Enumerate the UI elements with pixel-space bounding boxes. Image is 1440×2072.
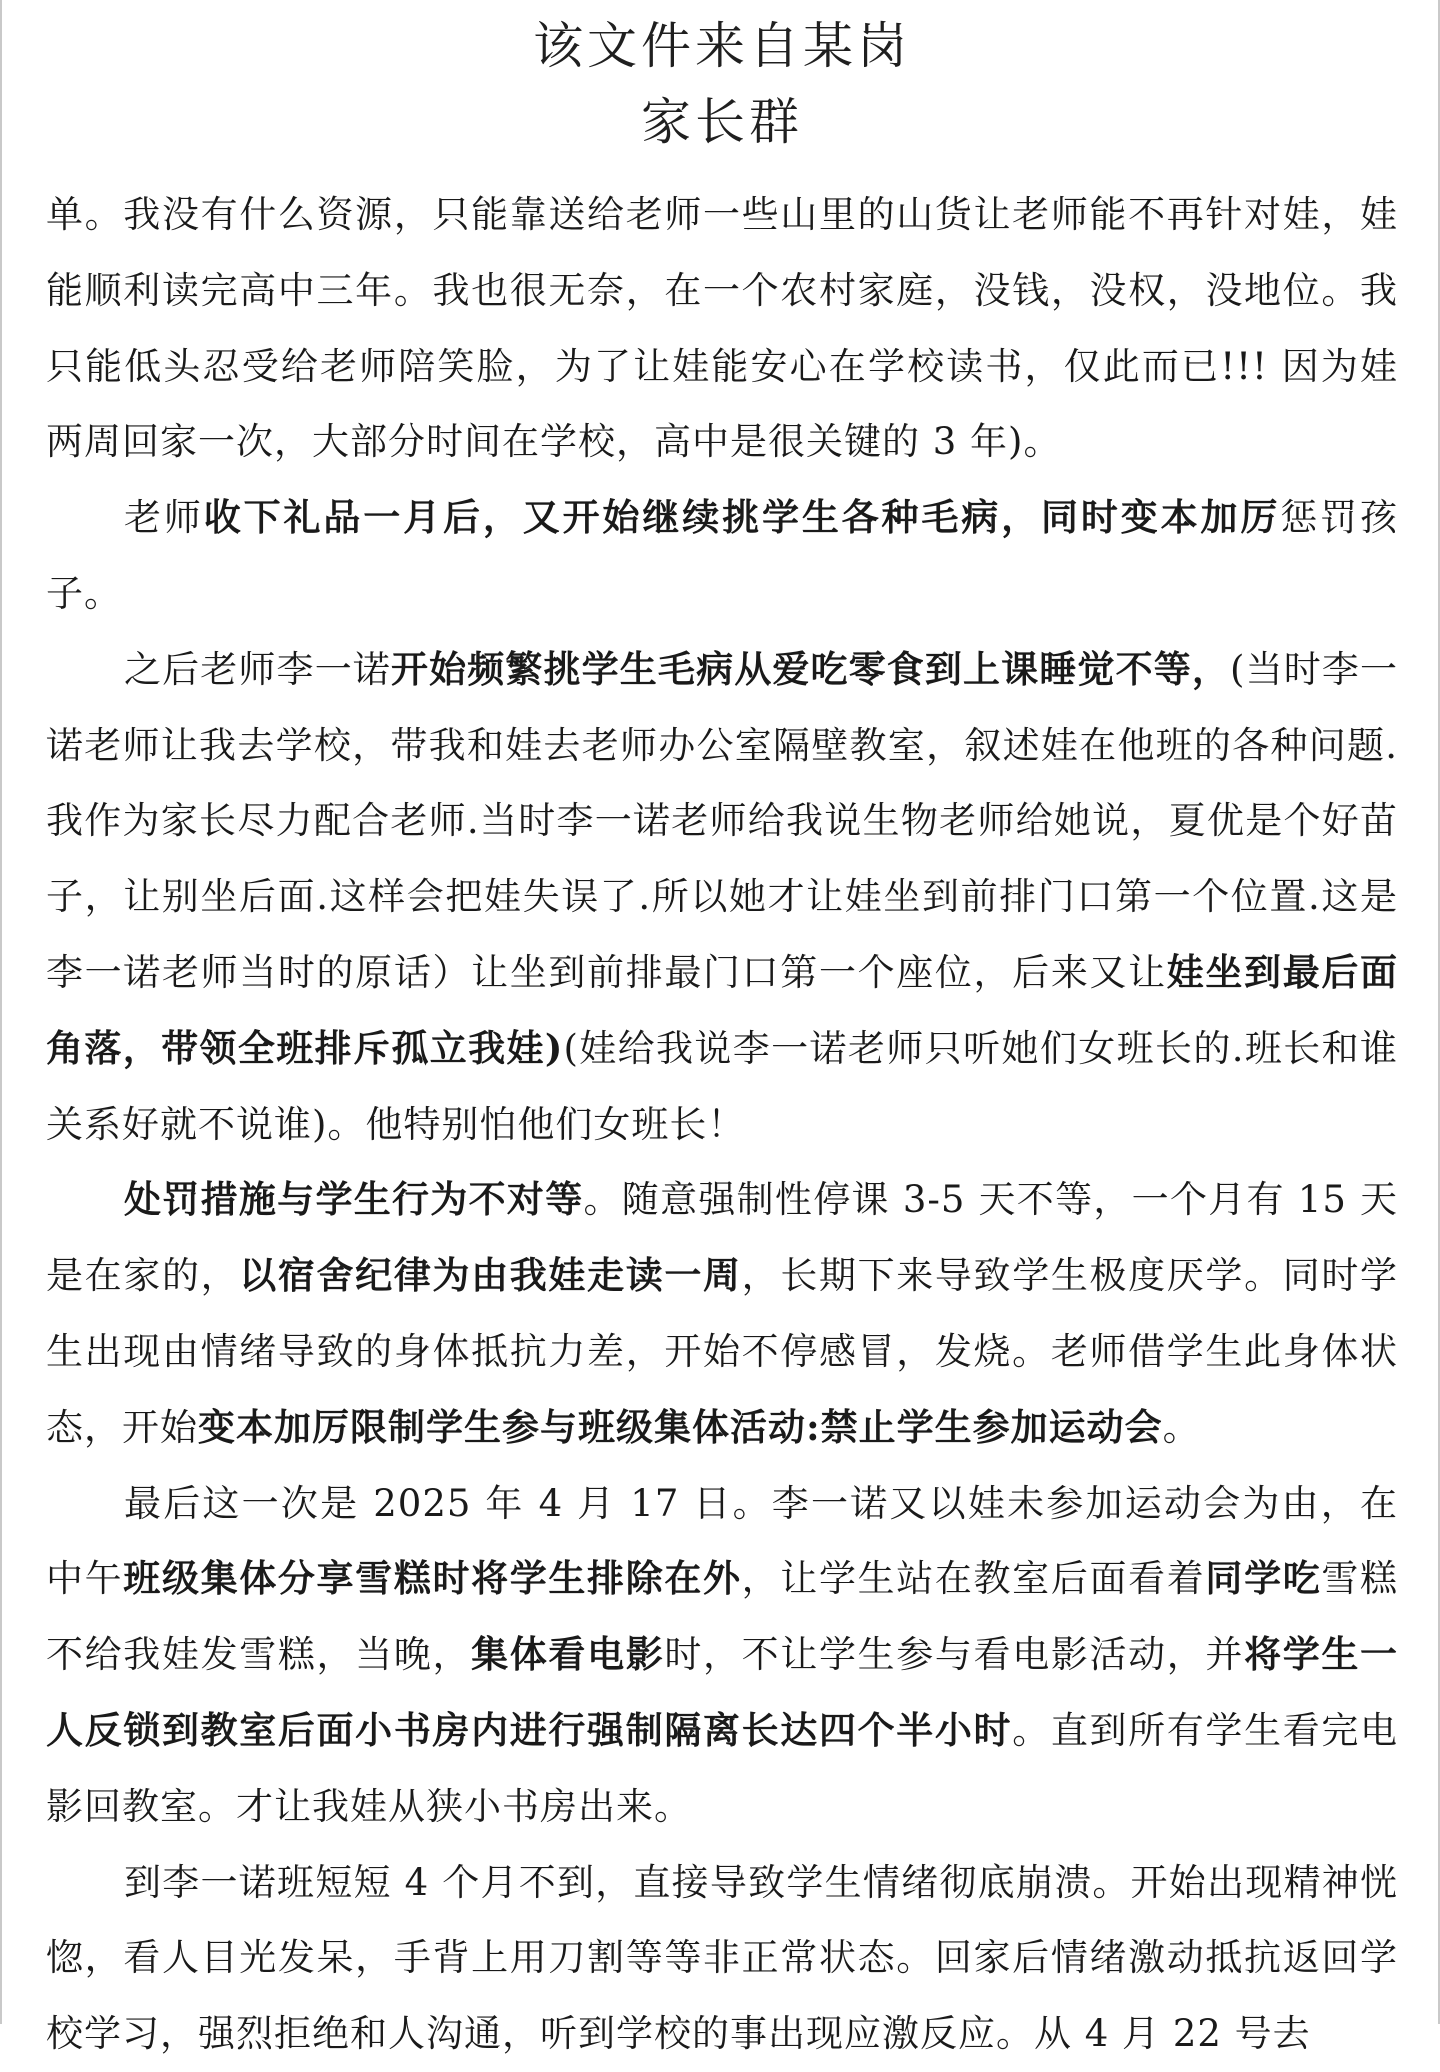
header-title-line-1: 该文件来自某岗 <box>533 17 911 75</box>
paragraph <box>46 632 1398 1163</box>
paragraph-text: 老师 <box>124 496 204 540</box>
paragraph-text: 最后这一次是 2025 年 4 月 17 日。李一诺又以娃未参加运动会为由，在中午 <box>46 1481 1398 1601</box>
paragraph-text: (娃给我说李一诺老师只听她们女班长的.班长和谁关系好就不说谁)。他特别怕他们女班长！ <box>46 1026 1398 1146</box>
document-body <box>46 177 1398 2072</box>
paragraph-text: 单。我没有什么资源，只能靠送给老师一些山里的山货让老师能不再针对娃，娃能顺利读完高中三年。我也很无奈，在一个农村家庭，没钱，没权，没地位。我只能低头忍受给老师陪笑脸，为了让娃能安心在学校读书，仅此而已!!! 因为娃两周回家一次，大部分时间在学校，高中是很关键的 3 年)。 <box>46 193 1398 464</box>
paragraph-text: 雪糕不给我娃发雪糕，当晚， <box>46 1557 1399 1677</box>
emphasized-text: 以宿舍纪律为由我娃走读一周 <box>239 1253 742 1298</box>
paragraph-text: (当时李一诺老师让我去学校，带我和娃去老师办公室隔壁教室，叙述娃在他班的各种问题.我作为家长尽力配合老师.当时李一诺老师给我说生物老师给她说，夏优是个好苗子，让别坐后面.这样会把娃失误了.所以她才让娃坐到前排门口第一个位置.这是李一诺老师当时的原话）让坐到前排最门口第一个座位，后来又让 <box>46 647 1399 994</box>
paragraph-text: ，让学生站在教室后面看着 <box>741 1557 1206 1601</box>
document-header <box>2 8 1440 160</box>
paragraph-text: 到李一诺班短短 4 个月不到，直接导致学生情绪彻底崩溃。开始出现精神恍惚，看人目光发呆，手背上用刀割等等非正常状态。回家后情绪激动抵抗返回学校学习，强烈拒绝和人沟通，听到学校的事出现应激反应。从 4 月 22 号去 <box>46 1860 1398 2056</box>
paragraph-text: ，长期下来导致学生极度厌学。同时学生出现由情绪导致的身体抵抗力差，开始不停感冒，发烧。老师借学生此身体状态，开始 <box>46 1254 1399 1449</box>
emphasized-text: 变本加厉限制学生参与班级集体活动:禁止学生参加运动会 <box>198 1404 1163 1449</box>
paragraph-text: 之后老师李一诺 <box>124 647 391 691</box>
emphasized-text: 收下礼品一月后，又开始继续挑学生各种毛病，同时变本加厉 <box>203 495 1281 540</box>
emphasized-text: 班级集体分享雪糕时将学生排除在外 <box>123 1556 742 1601</box>
paragraph <box>46 177 1398 480</box>
paragraph-text: 时，不让学生参与看电影活动，并 <box>664 1633 1245 1677</box>
paragraph-text: 。 <box>1162 1405 1201 1449</box>
paragraph-text: 。直到所有学生看完电影回教室。才让我娃从狭小书房出来。 <box>46 1708 1399 1828</box>
paragraph <box>46 1466 1398 1845</box>
paragraph-text: 。随意强制性停课 3-5 天不等，一个月有 15 天是在家的， <box>46 1178 1398 1298</box>
paragraph-text: 惩罚孩子。 <box>46 496 1399 615</box>
emphasized-text: 娃坐到最后面角落，带领全班排斥孤立我娃) <box>46 949 1399 1070</box>
paragraph <box>46 480 1398 632</box>
emphasized-text: 同学吃 <box>1205 1556 1322 1601</box>
emphasized-text: 开始频繁挑学生毛病从爱吃零食到上课睡觉不等， <box>390 646 1231 691</box>
emphasized-text: 将学生一人反锁到教室后面小书房内进行强制隔离长达四个半小时 <box>46 1632 1399 1752</box>
emphasized-text: 集体看电影 <box>471 1632 665 1677</box>
paragraph <box>46 1162 1398 1465</box>
emphasized-text: 处罚措施与学生行为不对等 <box>124 1177 584 1222</box>
paragraph <box>46 1845 1398 2072</box>
header-title-line-2: 家长群 <box>641 93 803 151</box>
